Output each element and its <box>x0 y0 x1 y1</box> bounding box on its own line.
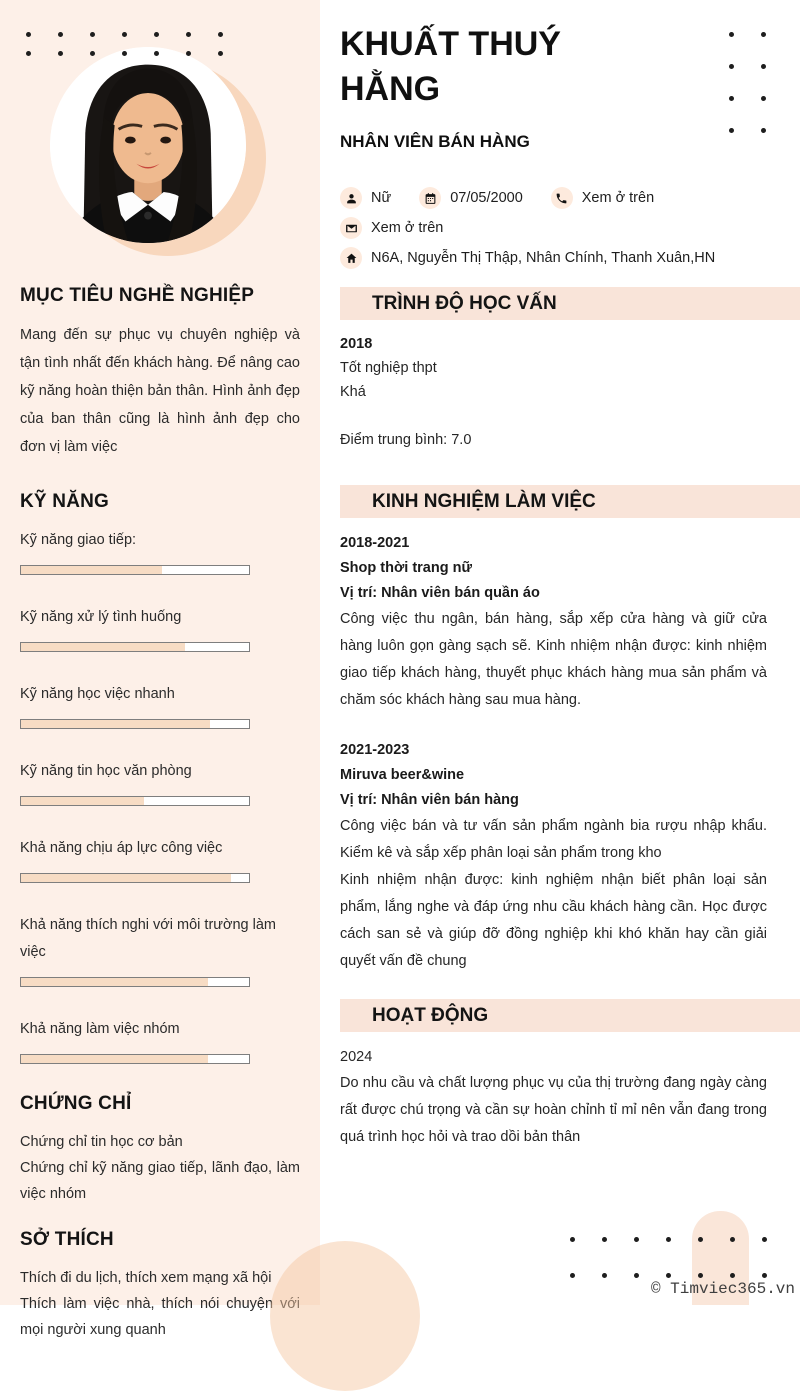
certificates-list <box>20 1129 300 1207</box>
decor-dot <box>90 51 95 56</box>
decor-dot <box>666 1273 671 1278</box>
experience-section <box>340 485 800 975</box>
experience-position: Vị trí: Nhân viên bán quần áo <box>340 585 540 601</box>
skill-label: Khả năng làm việc nhóm <box>20 1021 180 1037</box>
decor-dot <box>730 1237 735 1242</box>
skills-list <box>20 527 300 1064</box>
education-school: Tốt nghiệp thpt <box>340 360 437 376</box>
skill-progress-track <box>20 1054 250 1064</box>
job-title: NHÂN VIÊN BÁN HÀNG <box>340 132 530 151</box>
decor-dot <box>761 64 766 69</box>
activities-year: 2024 <box>340 1049 373 1065</box>
calendar-icon <box>419 187 441 209</box>
skill-label: Khả năng chịu áp lực công việc <box>20 840 223 856</box>
education-section-header: TRÌNH ĐỘ HỌC VẤN <box>340 287 800 320</box>
profile-photo <box>50 47 246 243</box>
decor-dot <box>186 32 191 37</box>
skill-item <box>20 1016 300 1064</box>
education-gpa: Điểm trung bình: 7.0 <box>340 432 472 448</box>
skill-label: Kỹ năng tin học văn phòng <box>20 763 192 779</box>
skill-progress-fill <box>21 1055 208 1063</box>
skills-heading: KỸ NĂNG <box>20 491 110 512</box>
decor-dot <box>570 1237 575 1242</box>
decor-dot <box>570 1273 575 1278</box>
education-entry <box>340 332 800 452</box>
main-column <box>320 0 800 1151</box>
skill-label: Kỹ năng xử lý tình huống <box>20 609 182 625</box>
hobby-line: Thích đi du lịch, thích xem mạng xã hội <box>20 1270 272 1286</box>
decor-dot <box>762 1237 767 1242</box>
decor-dot <box>761 128 766 133</box>
decor-dot <box>762 1273 767 1278</box>
home-icon <box>340 247 362 269</box>
experience-paragraph: Công việc bán và tư vấn sản phẩm ngành bia rượu nhập khẩu. Kiểm kê và sắp xếp phân loại sản phẩm trong kho <box>340 818 767 861</box>
person-icon <box>340 187 362 209</box>
decor-dot <box>761 96 766 101</box>
decor-dot <box>26 32 31 37</box>
decor-dot <box>26 51 31 56</box>
contact-dob <box>419 187 523 209</box>
skill-item <box>20 604 300 652</box>
envelope-icon <box>340 217 362 239</box>
skill-item <box>20 912 300 987</box>
contact-row-1 <box>340 187 767 209</box>
skill-label: Kỹ năng giao tiếp: <box>20 532 137 548</box>
activities-section-header: HOẠT ĐỘNG <box>340 999 800 1032</box>
phone-value: Xem ở trên <box>581 190 655 206</box>
skill-progress-fill <box>21 978 208 986</box>
skill-progress-track <box>20 873 250 883</box>
skill-progress-track <box>20 642 250 652</box>
dob-value: 07/05/2000 <box>450 190 523 206</box>
activities-section <box>340 999 800 1151</box>
decor-dot <box>729 64 734 69</box>
skill-progress-track <box>20 565 250 575</box>
decor-dot <box>186 51 191 56</box>
objective-text: Mang đến sự phục vụ chuyên nghiệp và tận tình nhất đến khách hàng. Để nâng cao kỹ năng hoàn thiện bản thân. Hình ảnh đẹp của ban thân cũng là hình ảnh đẹp cho đơn vị làm việc <box>20 327 300 455</box>
experience-period: 2018-2021 <box>340 535 410 551</box>
contact-phone <box>551 187 654 209</box>
contact-gender <box>340 187 391 209</box>
skill-item <box>20 527 300 575</box>
decor-dot <box>730 1273 735 1278</box>
decor-dot <box>154 51 159 56</box>
skill-progress-fill <box>21 566 162 574</box>
decor-dot <box>58 32 63 37</box>
skill-progress-fill <box>21 720 210 728</box>
contact-info <box>340 187 800 269</box>
decor-dot <box>729 96 734 101</box>
watermark: © Timviec365.vn <box>650 1280 795 1298</box>
decor-dot <box>729 128 734 133</box>
skill-progress-track <box>20 977 250 987</box>
decor-dot <box>218 32 223 37</box>
experience-description <box>340 813 767 975</box>
experience-entry <box>340 738 767 975</box>
hobbies-list <box>20 1265 300 1343</box>
phone-icon <box>551 187 573 209</box>
decor-dot <box>602 1237 607 1242</box>
contact-address <box>340 247 715 269</box>
skill-label: Khả năng thích nghi với môi trường làm việc <box>20 917 277 960</box>
experience-description <box>340 606 767 714</box>
skill-item <box>20 681 300 729</box>
experience-list <box>340 531 800 975</box>
decor-dot <box>58 51 63 56</box>
decor-dot <box>634 1273 639 1278</box>
contact-row-2 <box>340 217 767 239</box>
activities-text: Do nhu cầu và chất lượng phục vụ của thị trường đang ngày càng rất được chú trọng và cần sự hoàn chỉnh tỉ mỉ nên vẫn đang trong quá trình học hỏi và trao dồi bản thân <box>340 1075 767 1145</box>
decor-dot <box>698 1273 703 1278</box>
decor-dot <box>634 1237 639 1242</box>
experience-paragraph: Công việc thu ngân, bán hàng, sắp xếp cửa hàng và giữ cửa hàng luôn gọn gàng sạch sẽ. Kinh nhiệm nhận được: kinh nhiệm giao tiếp khách hàng, thuyết phục khách hàng mua sản phẩm và chăm sóc khách hàng sau mua hàng. <box>340 611 767 708</box>
certificate-line: Chứng chỉ tin học cơ bản <box>20 1134 183 1150</box>
experience-period: 2021-2023 <box>340 742 410 758</box>
skill-item <box>20 835 300 883</box>
decor-dot <box>666 1237 671 1242</box>
decor-dot <box>761 32 766 37</box>
certificate-line: Chứng chỉ kỹ năng giao tiếp, lãnh đạo, làm việc nhóm <box>20 1160 300 1202</box>
skill-progress-fill <box>21 643 185 651</box>
portrait-photo <box>50 47 246 243</box>
decor-semicircle <box>270 1241 420 1391</box>
skill-progress-track <box>20 796 250 806</box>
hobby-line: Thích làm việc nhà, thích nói chuyện với mọi người xung quanh <box>20 1296 300 1338</box>
decor-dot <box>698 1237 703 1242</box>
experience-company: Shop thời trang nữ <box>340 560 472 576</box>
experience-section-header: KINH NGHIỆM LÀM VIỆC <box>340 485 800 518</box>
skill-label: Kỹ năng học việc nhanh <box>20 686 175 702</box>
decor-dot <box>729 32 734 37</box>
certificates-heading: CHỨNG CHỈ <box>20 1093 132 1114</box>
experience-company: Miruva beer&wine <box>340 767 465 783</box>
education-year: 2018 <box>340 336 373 352</box>
gender-value: Nữ <box>371 190 392 206</box>
objective-heading: MỤC TIÊU NGHỀ NGHIỆP <box>20 285 255 306</box>
decor-dot <box>90 32 95 37</box>
experience-entry <box>340 531 767 714</box>
decor-dot <box>122 32 127 37</box>
experience-paragraph: Kinh nhiệm nhận được: kinh nghiệm nhận biết phân loại sản phẩm, lắng nghe và đáp ứng nhu cầu khách hàng cần. Học được cách san sẻ và giúp đỡ đồng nghiệp khi khó khăn hay cần giải quyết vấn đề chung <box>340 872 767 969</box>
portrait-illustration <box>50 47 246 243</box>
sidebar-content <box>20 285 300 1343</box>
decor-dot <box>122 51 127 56</box>
address-value: N6A, Nguyễn Thị Thập, Nhân Chính, Thanh Xuân,HN <box>371 250 716 266</box>
hobbies-heading: SỞ THÍCH <box>20 1229 114 1250</box>
candidate-name: KHUẤT THUÝ HẰNG <box>340 25 561 108</box>
contact-email <box>340 217 443 239</box>
email-value: Xem ở trên <box>371 220 444 236</box>
skill-item <box>20 758 300 806</box>
sidebar <box>0 0 320 1338</box>
skill-progress-fill <box>21 797 144 805</box>
decor-dot <box>602 1273 607 1278</box>
education-section <box>340 287 800 452</box>
decor-dot <box>154 32 159 37</box>
decor-dot <box>218 51 223 56</box>
education-grade: Khá <box>340 384 366 400</box>
skill-progress-track <box>20 719 250 729</box>
experience-position: Vị trí: Nhân viên bán hàng <box>340 792 519 808</box>
contact-row-3 <box>340 247 767 269</box>
skill-progress-fill <box>21 874 231 882</box>
